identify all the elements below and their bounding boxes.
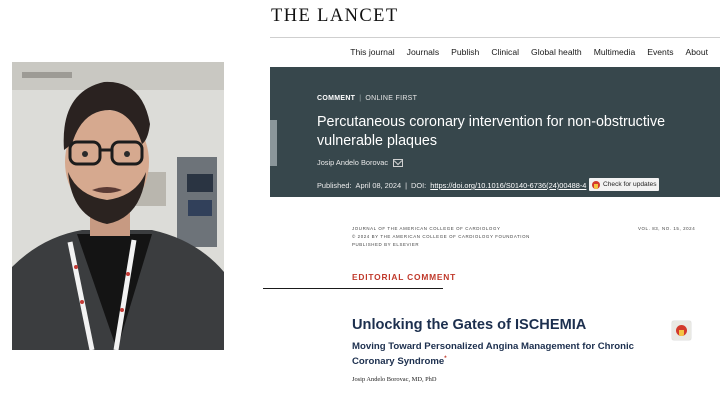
jacc-copyright-line: © 2024 BY THE AMERICAN COLLEGE OF CARDIOLOGY FOUNDATION: [352, 234, 530, 239]
hero-side-tab: [270, 120, 277, 166]
check-for-updates-button[interactable]: [589, 178, 659, 191]
article-type-label: COMMENT: [317, 95, 356, 102]
article-author-row: [317, 158, 403, 167]
nav-publish[interactable]: Publish: [451, 47, 480, 57]
jacc-subtitle-text: Moving Toward Personalized Angina Management for Chronic Coronary Syndrome: [352, 341, 634, 368]
nav-journals[interactable]: Journals: [406, 47, 440, 57]
meta-divider: |: [405, 181, 408, 190]
article-author-link[interactable]: Josip Andelo Borovac: [317, 158, 389, 167]
section-divider: [263, 288, 443, 289]
lancet-nav-bar: [270, 37, 720, 66]
nav-clinical[interactable]: Clinical: [491, 47, 520, 57]
doi-link[interactable]: https://doi.org/10.1016/S0140-6736(24)00488-4: [430, 181, 587, 190]
editorial-section-label: EDITORIAL COMMENT: [352, 272, 457, 282]
doi-label: DOI:: [411, 181, 427, 190]
portrait-illustration: [12, 62, 224, 350]
nav-global-health[interactable]: Global health: [531, 47, 582, 57]
mail-icon[interactable]: [393, 159, 403, 167]
article-kicker: [317, 95, 417, 102]
nav-items: [350, 47, 708, 57]
kicker-separator: |: [359, 95, 362, 102]
check-for-updates-label: Check for updates: [603, 181, 657, 188]
article-meta-row: [317, 181, 586, 190]
jacc-article-author: Josip Andelo Borovac, MD, PhD: [352, 376, 437, 383]
article-status-label: ONLINE FIRST: [365, 95, 418, 102]
jacc-publisher-line: PUBLISHED BY ELSEVIER: [352, 242, 420, 247]
subtitle-footnote-mark: *: [444, 356, 447, 362]
crossmark-icon: [676, 325, 687, 336]
jacc-crossmark-button[interactable]: [672, 321, 691, 340]
jacc-article-title: Unlocking the Gates of ISCHEMIA: [352, 317, 587, 333]
author-portrait-photo: [12, 62, 224, 350]
nav-about[interactable]: About: [685, 47, 708, 57]
jacc-article-subtitle: [352, 340, 652, 368]
published-date: April 08, 2024: [355, 181, 402, 190]
jacc-journal-line: JOURNAL OF THE AMERICAN COLLEGE OF CARDIOLOGY: [352, 226, 501, 231]
crossmark-icon: [592, 181, 600, 189]
nav-multimedia[interactable]: Multimedia: [593, 47, 636, 57]
published-label: Published:: [317, 181, 352, 190]
nav-this-journal[interactable]: This journal: [350, 47, 395, 57]
article-title: Percutaneous coronary intervention for non-obstructive vulnerable plaques: [317, 114, 666, 149]
jacc-volume-line: VOL. 83, NO. 15, 2024: [638, 226, 696, 231]
nav-events[interactable]: Events: [647, 47, 674, 57]
lancet-logo[interactable]: THE LANCET: [271, 6, 399, 26]
